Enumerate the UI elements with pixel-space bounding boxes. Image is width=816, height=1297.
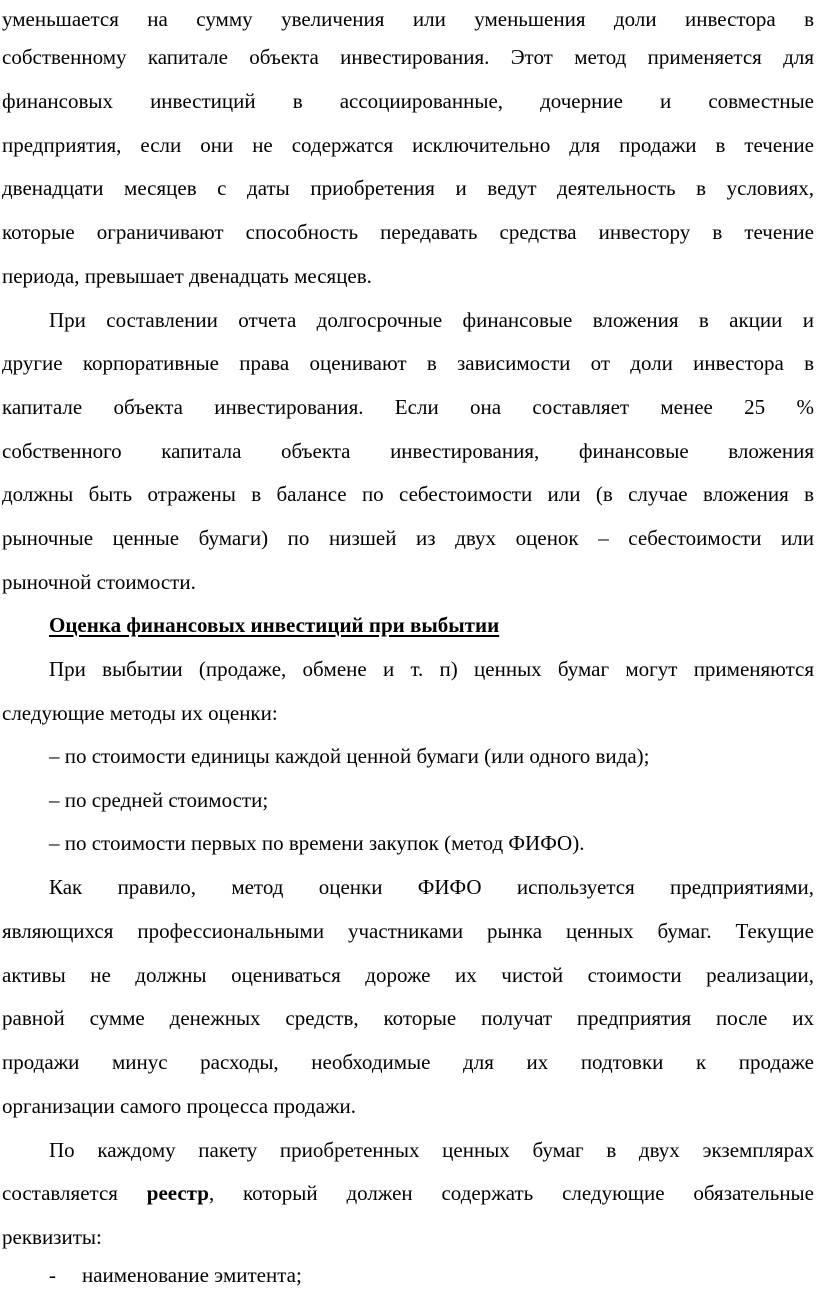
registry-term: реестр [146, 1181, 209, 1205]
text-line: собственного капитала объекта инвестирования, финансовые вложения [2, 439, 814, 463]
section-heading: Оценка финансовых инвестиций при выбытии [49, 613, 500, 637]
text-line: активы не должны оцениваться дороже их чистой стоимости реализации, [2, 963, 814, 987]
text-line: По каждому пакету приобретенных ценных бумаг в двух экземплярах [49, 1138, 814, 1162]
text-line: капитале объекта инвестирования. Если она составляет менее 25 % [2, 395, 814, 419]
text-line: предприятия, если они не содержатся исключительно для продажи в течение [2, 133, 814, 157]
list-item [49, 1253, 302, 1297]
text-line: При выбытии (продаже, обмене и т. п) ценных бумаг могут применяются [49, 657, 814, 681]
text-line: собственному капитале объекта инвестирования. Этот метод применяется для [2, 45, 814, 69]
text-line: равной сумме денежных средств, которые получат предприятия после их [2, 1006, 814, 1030]
text-line: При составлении отчета долгосрочные финансовые вложения в акции и [49, 308, 814, 332]
text-line: являющихся профессиональными участниками рынка ценных бумаг. Текущие [2, 919, 814, 943]
list-marker: - [49, 1263, 56, 1287]
text-line: рыночной стоимости. [2, 570, 196, 594]
text-line: должны быть отражены в балансе по себестоимости или (в случае вложения в [2, 482, 814, 506]
text-line: продажи минус расходы, необходимые для их подтовки к продаже [2, 1050, 814, 1074]
text-line: периода, превышает двенадцать месяцев. [2, 264, 372, 288]
text-line: Как правило, метод оценки ФИФО используется предприятиями, [49, 875, 814, 899]
text-line: другие корпоративные права оценивают в зависимости от доли инвестора в [2, 351, 814, 375]
text-line [2, 1171, 814, 1215]
list-item-text: наименование эмитента; [82, 1263, 302, 1287]
list-item: – по стоимости первых по времени закупок (метод ФИФО). [49, 831, 585, 855]
text-line: двенадцати месяцев с даты приобретения и ведут деятельность в условиях, [2, 176, 814, 200]
text-line: которые ограничивают способность передавать средства инвестору в течение [2, 220, 814, 244]
list-item: – по средней стоимости; [49, 788, 269, 812]
text-line: следующие методы их оценки: [2, 701, 278, 725]
text-line: организации самого процесса продажи. [2, 1094, 356, 1118]
text-line: уменьшается на сумму увеличения или уменьшения доли инвестора в [2, 7, 814, 31]
text-line: финансовых инвестиций в ассоциированные, дочерние и совместные [2, 89, 814, 113]
text-line: рыночные ценные бумаги) по низшей из двух оценок – себестоимости или [2, 526, 814, 550]
list-item: – по стоимости единицы каждой ценной бумаги (или одного вида); [49, 744, 650, 768]
text-line: реквизиты: [2, 1225, 102, 1249]
text-run: составляется [2, 1181, 147, 1205]
text-run: , который должен содержать следующие обязательные [208, 1181, 814, 1205]
